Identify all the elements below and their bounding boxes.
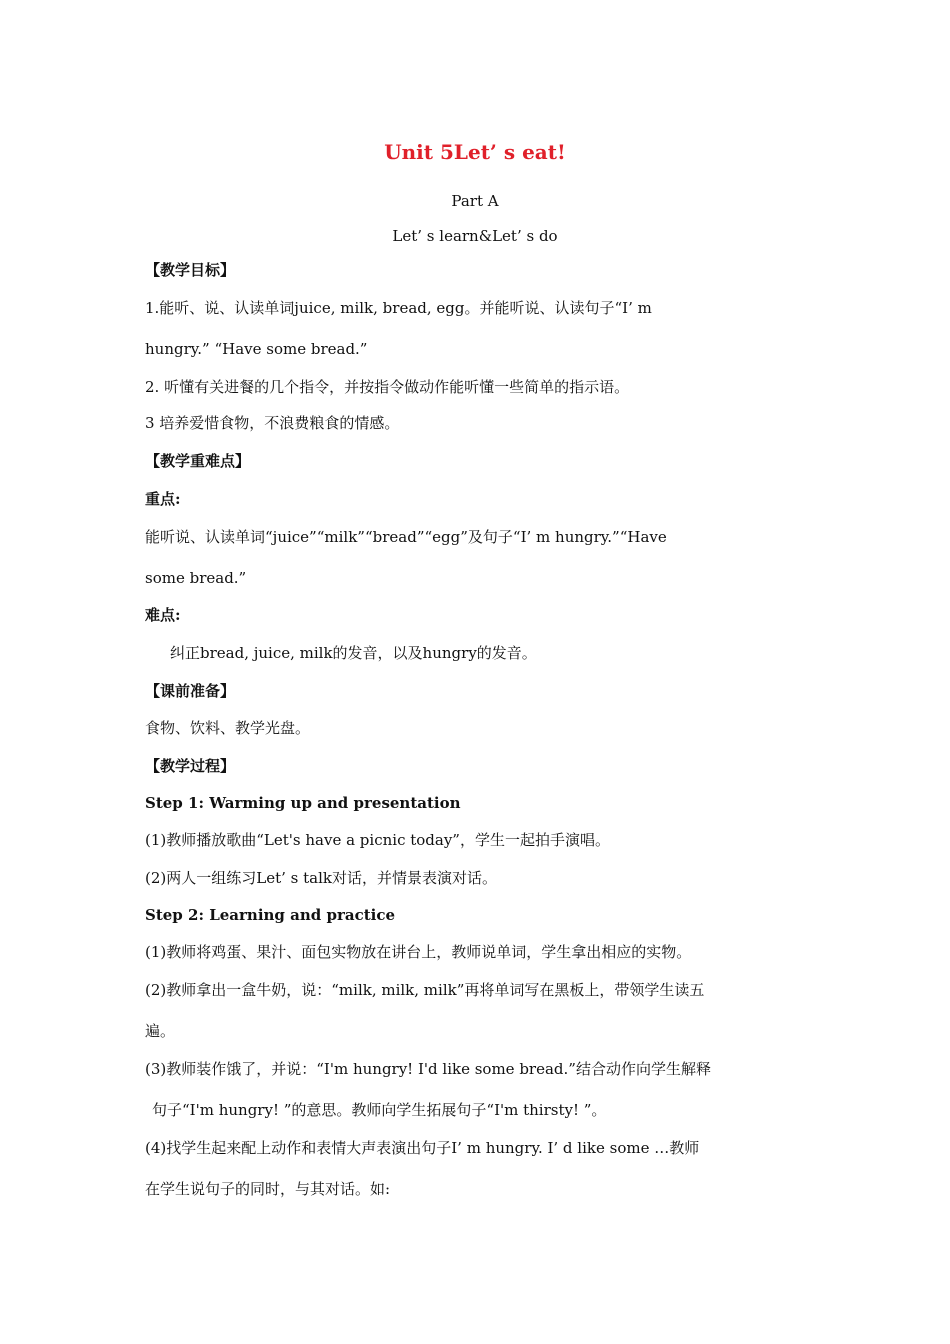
difficult-label: 难点: (145, 606, 181, 624)
key-text-line-1: 能听说、认读单词“juice”“milk”“bread”“egg”及句子“I’ m hungry.”“Have (145, 528, 667, 546)
step-1-item-1: (1)教师播放歌曲“Let's have a picnic today”，学生一起拍手演唱。 (145, 831, 610, 849)
step-2-item-2-line-2: 遍。 (145, 1022, 176, 1040)
objective-2: 2. 听懂有关进餐的几个指令，并按指令做动作能听懂一些简单的指示语。 (145, 378, 630, 396)
step-2-item-1: (1)教师将鸡蛋、果汁、面包实物放在讲台上，教师说单词，学生拿出相应的实物。 (145, 943, 692, 961)
key-label: 重点: (145, 490, 181, 508)
objective-1-line-1: 1.能听、说、认读单词juice, milk, bread, egg。并能听说、认读句子“I’ m (145, 299, 652, 317)
step-2-item-3-line-1: (3)教师装作饿了，并说：“I'm hungry! I'd like some bread.”结合动作向学生解释 (145, 1060, 711, 1078)
key-text-line-2: some bread.” (145, 569, 247, 587)
objective-1-line-2: hungry.” “Have some bread.” (145, 340, 368, 358)
prep-heading: 【课前准备】 (145, 682, 236, 700)
prep-text: 食物、饮料、教学光盘。 (145, 719, 311, 737)
step-2-item-4-line-1: (4)找学生起来配上动作和表情大声表演出句子I’ m hungry. I’ d like some …教师 (145, 1139, 700, 1157)
process-heading: 【教学过程】 (145, 757, 236, 775)
step-1-item-2: (2)两人一组练习Let’ s talk对话，并情景表演对话。 (145, 869, 497, 887)
step-2-heading: Step 2: Learning and practice (145, 906, 396, 924)
objective-3: 3 培养爱惜食物，不浪费粮食的情感。 (145, 414, 400, 432)
step-2-item-3-line-2: 句子“I'm hungry! ”的意思。教师向学生拓展句子“I'm thirsty! ”。 (152, 1101, 607, 1119)
lesson-subtitle: Let’ s learn&Let’ s do (392, 227, 558, 245)
part-label: Part A (451, 192, 499, 210)
step-2-item-4-line-2: 在学生说句子的同时，与其对话。如: (145, 1180, 391, 1198)
step-1-heading: Step 1: Warming up and presentation (145, 794, 461, 812)
difficult-text: 纠正bread, juice, milk的发音，以及hungry的发音。 (170, 644, 537, 662)
objectives-heading: 【教学目标】 (145, 261, 236, 279)
keypoints-heading: 【教学重难点】 (145, 452, 251, 470)
document-title: Unit 5Let’ s eat! (384, 140, 566, 164)
step-2-item-2-line-1: (2)教师拿出一盒牛奶，说：“milk, milk, milk”再将单词写在黑板上，带领学生读五 (145, 981, 705, 999)
